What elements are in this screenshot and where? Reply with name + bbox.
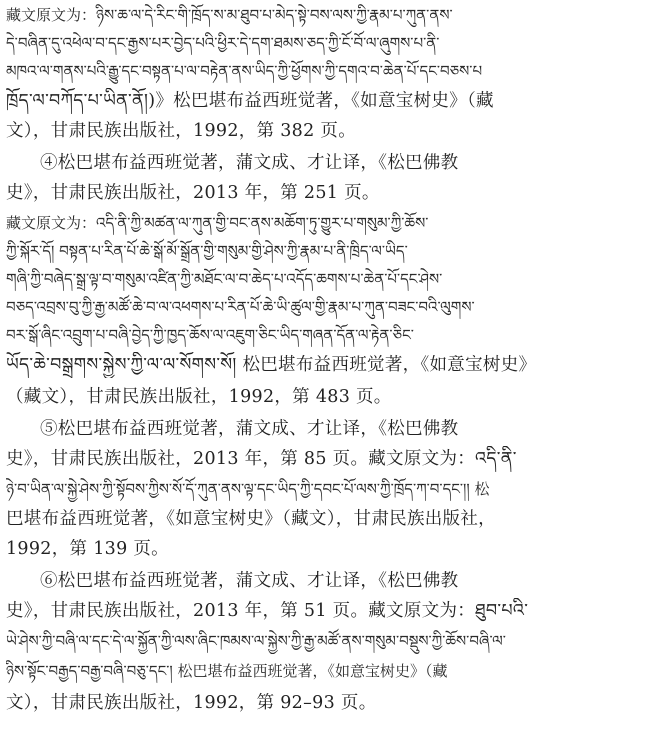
citation-line: ཡོད་ཆེ་བསྒྲགས་སྐྱེས་ཀྱི་ལ་ལ་སོགས་སོ། 松巴堪布益西班觉著，《如意宝树史》 [6,355,537,375]
citation-line: （藏文），甘肃民族出版社，1992，第 483 页。 [6,387,392,407]
tibetan-text-line: བཅད་འབྲས་བུ་ཀྱི་རྒྱ་མཚོ་ཆེ་བ་ལ་འཕགས་པ་རིན་པོ་ཆེ་ཡི་ཚུལ་གྱི་རྣམ་པ་ཀུན་བཟང་བའི་ལུགས་ [6,298,475,316]
tibetan-text-line: བར་སྒོ་ཞིང་འབྲུག་པ་བཞི་བྱེད་ཀྱི་ཁྱད་ཆོས་ལ་འཇུག་ཅིང་ཡིད་གཞན་དོན་ལ་རྟེན་ཅིང་ [6,326,414,344]
citation-line: 文），甘肃民族出版社，1992，第 382 页。 [6,121,357,141]
footnote-6-line: 史》，甘肃民族出版社，2013 年，第 51 页。藏文原文为：ཐུབ་པའི་ [6,601,529,621]
citation-line: 巴堪布益西班觉著，《如意宝树史》（藏文），甘肃民族出版社， [6,509,496,529]
tibetan-text-line: མཁའ་ལ་གནས་པའི་རྒྱུ་དང་བསྟན་པ་ལ་བརྟེན་ནས་ཡིད་ཀྱི་ཕྱོགས་ཀྱི་དགའ་བ་ཆེན་པོ་དང་བཅས་པ [6,62,483,80]
tibetan-text-line: ཀྱི་སྐོར་དོ། བསྟན་པ་རིན་པོ་ཆེ་སྒོ་མོ་སྒྲོན་གྱི་གསུམ་གྱི་ཤེས་ཀྱི་རྣམ་པ་ནི་ཁྲིད་ལ་ཡིད་ [6,242,408,260]
footnote-5-line: 史》，甘肃民族出版社，2013 年，第 85 页。藏文原文为：འདི་ནི་ [6,449,517,469]
footnote-text-line: 藏文原文为：ཉིས་ཆ་ལ་དེ་རིང་གི་ཁྲོད་ས་མ་ཐུབ་པ་མེད་སྟེ་བས་ལས་ཀྱི་རྣམ་པ་ཀུན་ནས་ [6,6,453,24]
tibetan-text-line: དེ་བཞིན་དུ་འཕེལ་བ་དང་རྒྱས་པར་བྱེད་པའི་ཕྱིར་དེ་དག་ཐམས་ཅད་ཀྱི་ངོ་བོ་ལ་ཞུགས་པ་ནི་ [6,34,440,52]
tibetan-text-line: གཞི་ཀྱི་བཞེད་སྒྲ་ལྟ་བ་གསུམ་འཛིན་ཀྱི་མཐོང་ལ་བ་ཆེད་པ་འདོད་ཆགས་པ་ཆེན་པོ་དང་ཤེས་ [6,270,443,288]
tibetan-text-line: ཉེ་བ་ཡིན་ལ་སྐྱེ་ཤེས་ཀྱི་སྟོབས་ཀྱིས་སོ་དོ་ཀུན་ནས་ལྟ་དང་ཡིད་ཀྱི་དབང་པོ་ལས་ཀྱི་ཁྲོད་ཀ་བ་དང་།། 松 [6,480,490,498]
citation-line: ཁྲོད་ལ་བཀོད་པ་ཡིན་ནོ།)》松巴堪布益西班觉著，《如意宝树史》（藏 [6,91,494,111]
footnote-5-line: ⑤松巴堪布益西班觉著，蒲文成、才让译，《松巴佛教 [40,419,459,439]
tibetan-text-line: ཉིས་སྟོང་བརྒྱད་བརྒྱ་བཞི་བཅུ་དང་། 松巴堪布益西班觉著，《如意宝树史》（藏 [6,662,448,680]
tibetan-original-label-line: 藏文原文为：འདི་ནི་ཀྱི་མཚན་ལ་ཀུན་གྱི་བང་ནས་མཆོག་ཏུ་གྱུར་པ་གསུམ་ཀྱི་ཆོས་ [6,214,429,232]
citation-line: 文），甘肃民族出版社，1992，第 92–93 页。 [6,693,377,713]
tibetan-text-line: ཡེ་ཤེས་ཀྱི་བཞི་ལ་དང་དེ་ལ་སྐྱོན་ཀྱི་ལས་ཞིང་ཁམས་ལ་སྐྱེས་ཀྱི་རྒྱ་མཚོ་ནས་གསུམ་བསྡུས་ཀྱི་ཆོས་བཞི་ལ་ [6,632,506,650]
footnote-6-line: ⑥松巴堪布益西班觉著，蒲文成、才让译，《松巴佛教 [40,571,459,591]
footnote-4-line: 史》，甘肃民族出版社，2013 年，第 251 页。 [6,183,380,203]
citation-line: 1992，第 139 页。 [6,539,169,559]
footnote-4-line: ④松巴堪布益西班觉著，蒲文成、才让译，《松巴佛教 [40,153,459,173]
